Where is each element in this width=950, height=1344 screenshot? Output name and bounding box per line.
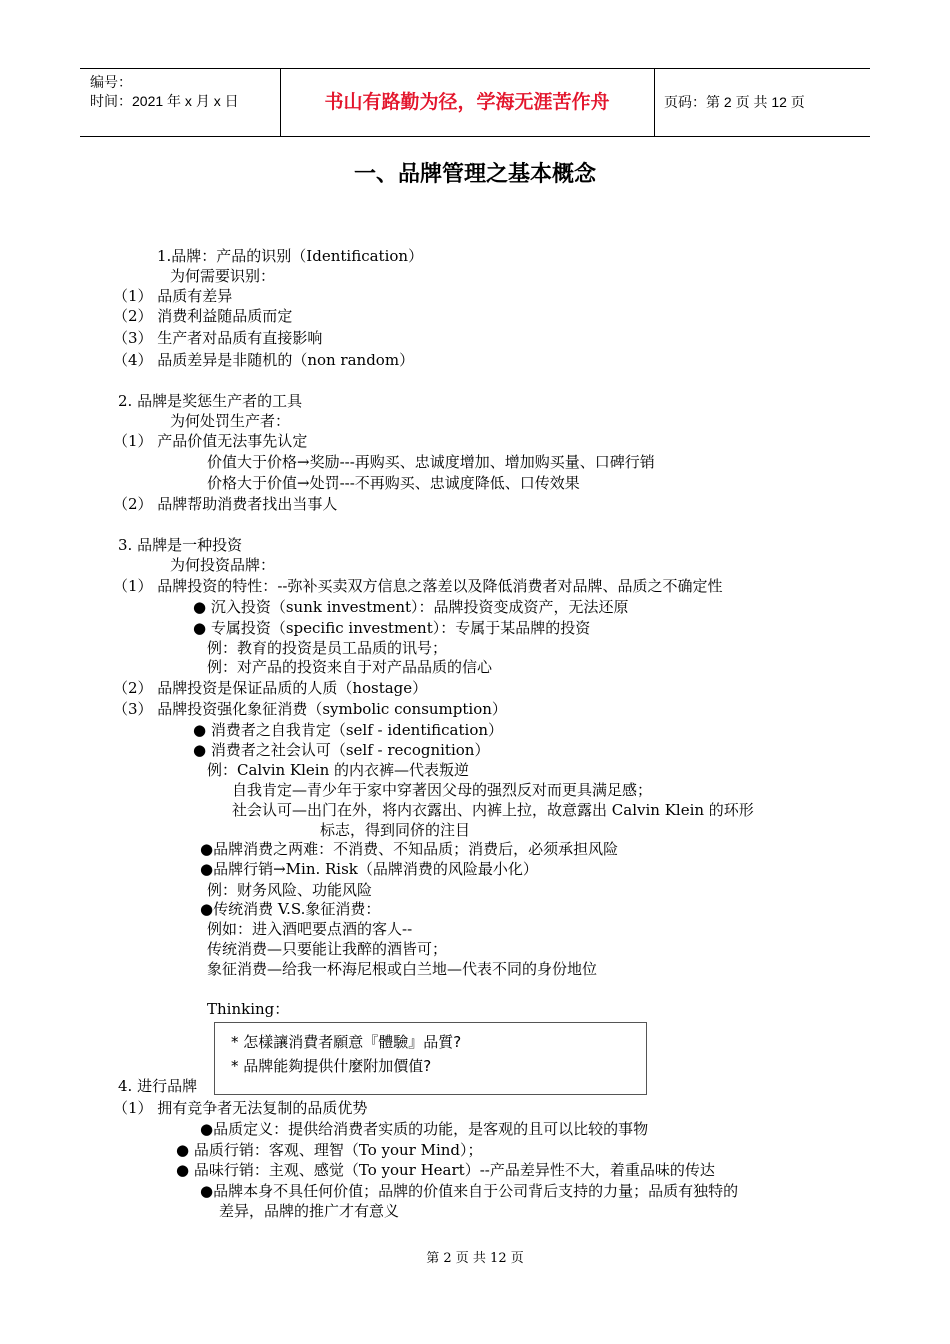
section-heading: 3. 品牌是一种投资 [118, 536, 243, 554]
list-item: （2） 品牌帮助消费者找出当事人 [113, 495, 338, 513]
text-line: 差异，品牌的推广才有意义 [219, 1202, 400, 1220]
bullet-item: ●品牌消费之两难：不消费、不知品质；消费后，必须承担风险 [200, 840, 619, 858]
section-heading: 1.品牌：产品的识别（Identification） [157, 247, 424, 265]
bullet-item: ● 消费者之社会认可（self - recognition） [193, 741, 490, 759]
page-title: 一、品牌管理之基本概念 [353, 162, 596, 187]
list-item: （3） 生产者对品质有直接影响 [113, 329, 323, 347]
text-line: 自我肯定—青少年于家中穿著因父母的强烈反对而更具满足感； [232, 781, 653, 799]
bullet-item: ●品质定义：提供给消费者实质的功能，是客观的且可以比较的事物 [200, 1120, 649, 1138]
text-line: 例：财务风险、功能风险 [207, 881, 373, 899]
text-line: 价格大于价值→处罚---不再购买、忠诚度降低、口传效果 [207, 474, 580, 492]
text-line: 例：对产品的投资来自于对产品品质的信心 [207, 658, 493, 676]
text-line: 传统消费—只要能让我醉的酒皆可； [207, 940, 448, 958]
bullet-item: ●品牌行销→Min. Risk（品牌消费的风险最小化） [200, 860, 538, 878]
header-page-info: 页码：第 2 页 共 12 页 [664, 94, 805, 110]
text-line: 例：教育的投资是员工品质的讯号； [207, 639, 448, 657]
date-label: 时间：2021 年 x 月 x 日 [90, 93, 239, 109]
bullet-item: ● 沉入投资（sunk investment）：品牌投资变成资产，无法还原 [193, 598, 629, 616]
list-item: （1） 品牌投资的特性：--弥补买卖双方信息之落差以及降低消费者对品牌、品质之不确定性 [113, 577, 723, 595]
list-item: （1） 拥有竞争者无法复制的品质优势 [113, 1099, 368, 1117]
bullet-item: ● 专属投资（specific investment）：专属于某品牌的投资 [193, 619, 591, 637]
header-divider [654, 69, 655, 136]
thinking-question: * 怎樣讓消費者願意『體驗』品質? [231, 1033, 462, 1051]
bullet-item: ● 消费者之自我肯定（self - identification） [193, 721, 504, 739]
text-line: 象征消费—给我一杯海尼根或白兰地—代表不同的身份地位 [207, 960, 598, 978]
text-line: 社会认可—出门在外，将内衣露出、内裤上拉，故意露出 Calvin Klein 的环形 [232, 801, 754, 819]
text-line: 例：Calvin Klein 的内衣裤—代表叛逆 [207, 761, 470, 779]
list-item: （1） 产品价值无法事先认定 [113, 432, 308, 450]
list-item: （1） 品质有差异 [113, 287, 233, 305]
page-header [80, 68, 870, 137]
page-footer: 第 2 页 共 12 页 [426, 1251, 524, 1266]
bullet-item: ● 品味行销：主观、感觉（To your Heart）--产品差异性不大，着重品味的传达 [176, 1161, 715, 1179]
text-line: 标志，得到同侪的注目 [320, 821, 471, 839]
text-line: 价值大于价格→奖励---再购买、忠诚度增加、增加购买量、口碑行销 [207, 453, 655, 471]
list-item: （2） 品牌投资是保证品质的人质（hostage） [113, 679, 428, 697]
bullet-item: ●品牌本身不具任何价值；品牌的价值来自于公司背后支持的力量；品质有独特的 [200, 1182, 739, 1200]
header-meta [90, 73, 239, 111]
section-heading: 4. 进行品牌 [118, 1077, 198, 1095]
list-item: （4） 品质差异是非随机的（non random） [113, 351, 415, 369]
sub-heading: 为何处罚生产者： [170, 412, 291, 430]
text-line: 例如：进入酒吧要点酒的客人-- [207, 920, 413, 938]
thinking-question: * 品牌能夠提供什麼附加價值? [231, 1057, 432, 1075]
sub-heading: 为何需要识别： [170, 267, 276, 285]
thinking-box [214, 1022, 647, 1095]
list-item: （2） 消费利益随品质而定 [113, 307, 293, 325]
number-label: 编号： [90, 74, 132, 90]
bullet-item: ● 品质行销：客观、理智（To your Mind）； [176, 1141, 483, 1159]
section-heading: 2. 品牌是奖惩生产者的工具 [118, 392, 303, 410]
sub-heading: 为何投资品牌： [170, 556, 276, 574]
list-item: （3） 品牌投资强化象征消费（symbolic consumption） [113, 700, 507, 718]
header-motto: 书山有路勤为径，学海无涯苦作舟 [324, 91, 610, 113]
bullet-item: ●传统消费 V.S.象征消费： [200, 900, 381, 918]
thinking-label: Thinking： [207, 1000, 290, 1018]
